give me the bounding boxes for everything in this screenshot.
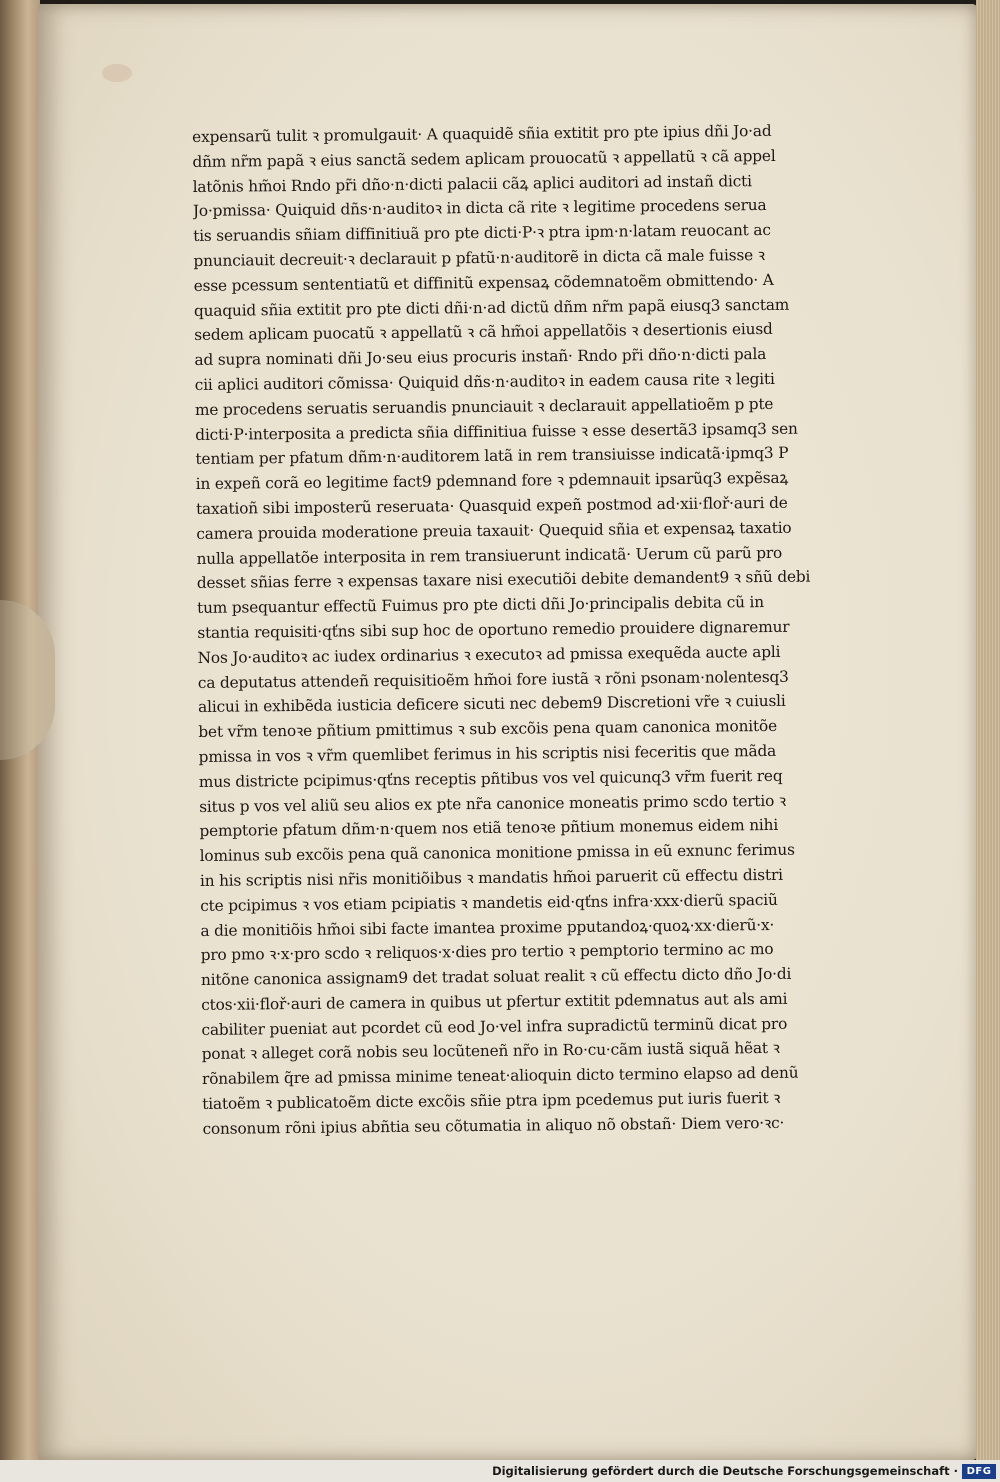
text-line: camera prouida moderatione preuia taxauit· Quequid sñia et expensaꝝ taxatio xyxy=(196,518,792,543)
text-line: consonum rõni ipius abñtia seu cõtumatia in aliquo nõ obstañ· Diem vero·ꝛc· xyxy=(202,1113,785,1138)
text-line: me procedens seruatis seruandis pnunciauit ꝛ declarauit appellatioẽm p pte xyxy=(194,394,774,419)
text-column xyxy=(192,118,913,1142)
text-line: desset sñias ferre ꝛ expensas taxare nisi executiõi debite demandent9 ꝛ sñũ debi xyxy=(196,567,811,593)
text-line: rõnabilem q̃re ad pmissa minime teneat·alioquin dicto termino elapso ad denũ xyxy=(201,1063,799,1089)
text-line: dñm nr̃m papã ꝛ eius sanctã sedem aplicam prouocatũ ꝛ appellatũ ꝛ cã appel xyxy=(192,146,776,171)
book-block-edge xyxy=(976,0,1000,1470)
paper-stain xyxy=(102,64,132,82)
text-line: tum psequantur effectũ Fuimus pro pte dicti dñi Jo·principalis debita cũ in xyxy=(196,593,764,618)
text-line: alicui in exhibẽda iusticia deficere sicuti nec debem9 Discretioni vr̃e ꝛ cuiusli xyxy=(198,692,786,717)
text-line: ponat ꝛ alleget corã nobis seu locũteneñ nr̃o in Ro·cu·cãm iustã siquã hẽat ꝛ xyxy=(201,1039,780,1064)
text-line: mus districte pcipimus·qťns receptis pñtibus vos vel quicunq3 vr̃m fuerit req xyxy=(198,766,783,791)
dfg-logo: DFG xyxy=(962,1464,996,1479)
text-line: a die monitiõis hm̃oi sibi facte imantea proxime pputandoꝝ·quoꝝ·xx·dierũ·x· xyxy=(200,915,775,940)
text-line: dicti·P·interposita a predicta sñia diffinitiua fuisse ꝛ esse desertã3 ipsamq3 sen xyxy=(195,419,798,444)
funding-credit: Digitalisierung gefördert durch die Deutsche Forschungsgemeinschaft · xyxy=(492,1464,958,1478)
text-line: stantia requisiti·qťns sibi sup hoc de oportuno remedio prouidere dignaremur xyxy=(197,617,790,642)
text-line: sedem aplicam puocatũ ꝛ appellatũ ꝛ cã hm̃oi appellatõis ꝛ desertionis eiusd xyxy=(194,320,773,345)
text-line: taxatioñ sibi imposterũ reseruata· Quasquid expeñ postmod ad·xii·floř·auri de xyxy=(195,493,788,518)
text-line: ca deputatus attendeñ requisitioẽm hm̃oi fore iustã ꝛ rõni psonam·nolentesq3 xyxy=(197,667,789,692)
text-line: expensarũ tulit ꝛ promulgauit· A quaquidẽ sñia extitit pro pte ipius dñi Jo·ad xyxy=(192,121,772,146)
text-line: esse pcessum sententiatũ et diffinitũ expensaꝝ cõdemnatoẽm obmittendo· A xyxy=(193,270,774,295)
text-line: pmissa in vos ꝛ vr̃m quemlibet ferimus in his scriptis nisi feceritis que mãda xyxy=(198,741,777,766)
text-line: tentiam per pfatum dñm·n·auditorem latã in rem transiuisse indicatã·ipmq3 P xyxy=(195,444,789,469)
text-line: pemptorie pfatum dñm·n·quem nos etiã tenoꝛe pñtium monemus eidem nihi xyxy=(199,816,779,841)
text-line: in his scriptis nisi nr̃is monitiõibus ꝛ mandatis hm̃oi paruerit cũ effectu distri xyxy=(199,865,783,890)
text-line: quaquid sñia extitit pro pte dicti dñi·n·ad dictũ dñm nr̃m papã eiusq3 sanctam xyxy=(193,295,790,320)
digitization-footer xyxy=(0,1460,1000,1482)
text-line: Jo·pmissa· Quiquid dñs·n·auditoꝛ in dicta cã rite ꝛ legitime procedens serua xyxy=(192,196,767,221)
text-line: in expeñ corã eo legitime fact9 pdemnand fore ꝛ pdemnauit ipsarũq3 expẽsaꝝ xyxy=(195,468,789,494)
text-line: pro pmo ꝛ·x·pro scdo ꝛ reliquos·x·dies pro tertio ꝛ pemptorio termino ac mo xyxy=(200,940,774,965)
text-line: nitõne canonica assignam9 det tradat soluat realit ꝛ cũ effectu dicto dño Jo·di xyxy=(200,964,792,990)
text-line: tiatoẽm ꝛ publicatoẽm dicte excõis sñie ptra ipm pcedemus put iuris fuerit ꝛ xyxy=(202,1088,781,1114)
text-line: lominus sub excõis pena quã canonica monitione pmissa in eũ exnunc ferimus xyxy=(199,840,795,866)
text-line: ctos·xii·floř·auri de camera in quibus ut pfertur extitit pdemnatus aut als ami xyxy=(201,989,788,1014)
text-line: tis seruandis sñiam diffinitiuã pro pte dicti·P·ꝛ ptra ipm·n·latam reuocant ac xyxy=(193,221,771,246)
text-line: ad supra nominati dñi Jo·seu eius procuris instañ· Rndo pr̃i dño·n·dicti pala xyxy=(194,345,767,370)
text-line: cabiliter pueniat aut pcordet cũ eod Jo·vel infra supradictũ terminũ dicat pro xyxy=(201,1014,788,1039)
text-line: latõnis hm̃oi Rndo pr̃i dño·n·dicti palacii cãꝝ aplici auditori ad instañ dicti xyxy=(192,171,752,196)
text-line: Nos Jo·auditoꝛ ac iudex ordinarius ꝛ executoꝛ ad pmissa exequẽda aucte apli xyxy=(197,642,781,667)
text-line: situs p vos vel aliũ seu alios ex pte nr̃a canonice moneatis primo scdo tertio ꝛ xyxy=(199,791,786,816)
text-line: pnunciauit decreuit·ꝛ declarauit p pfatũ·n·auditorẽ in dicta cã male fuisse ꝛ xyxy=(193,245,765,270)
text-line: cii aplici auditori cõmissa· Quiquid dñs·n·auditoꝛ in eadem causa rite ꝛ legiti xyxy=(194,369,775,394)
text-line: bet vr̃m tenoꝛe pñtium pmittimus ꝛ sub excõis pena quam canonica monitõe xyxy=(198,717,778,742)
text-line: nulla appellatõe interposita in rem transiuerunt indicatã· Uerum cũ parũ pro xyxy=(196,543,783,568)
text-line: cte pcipimus ꝛ vos etiam pcipiatis ꝛ mandetis eid·qťns infra·xxx·dierũ spaciũ xyxy=(200,890,778,915)
